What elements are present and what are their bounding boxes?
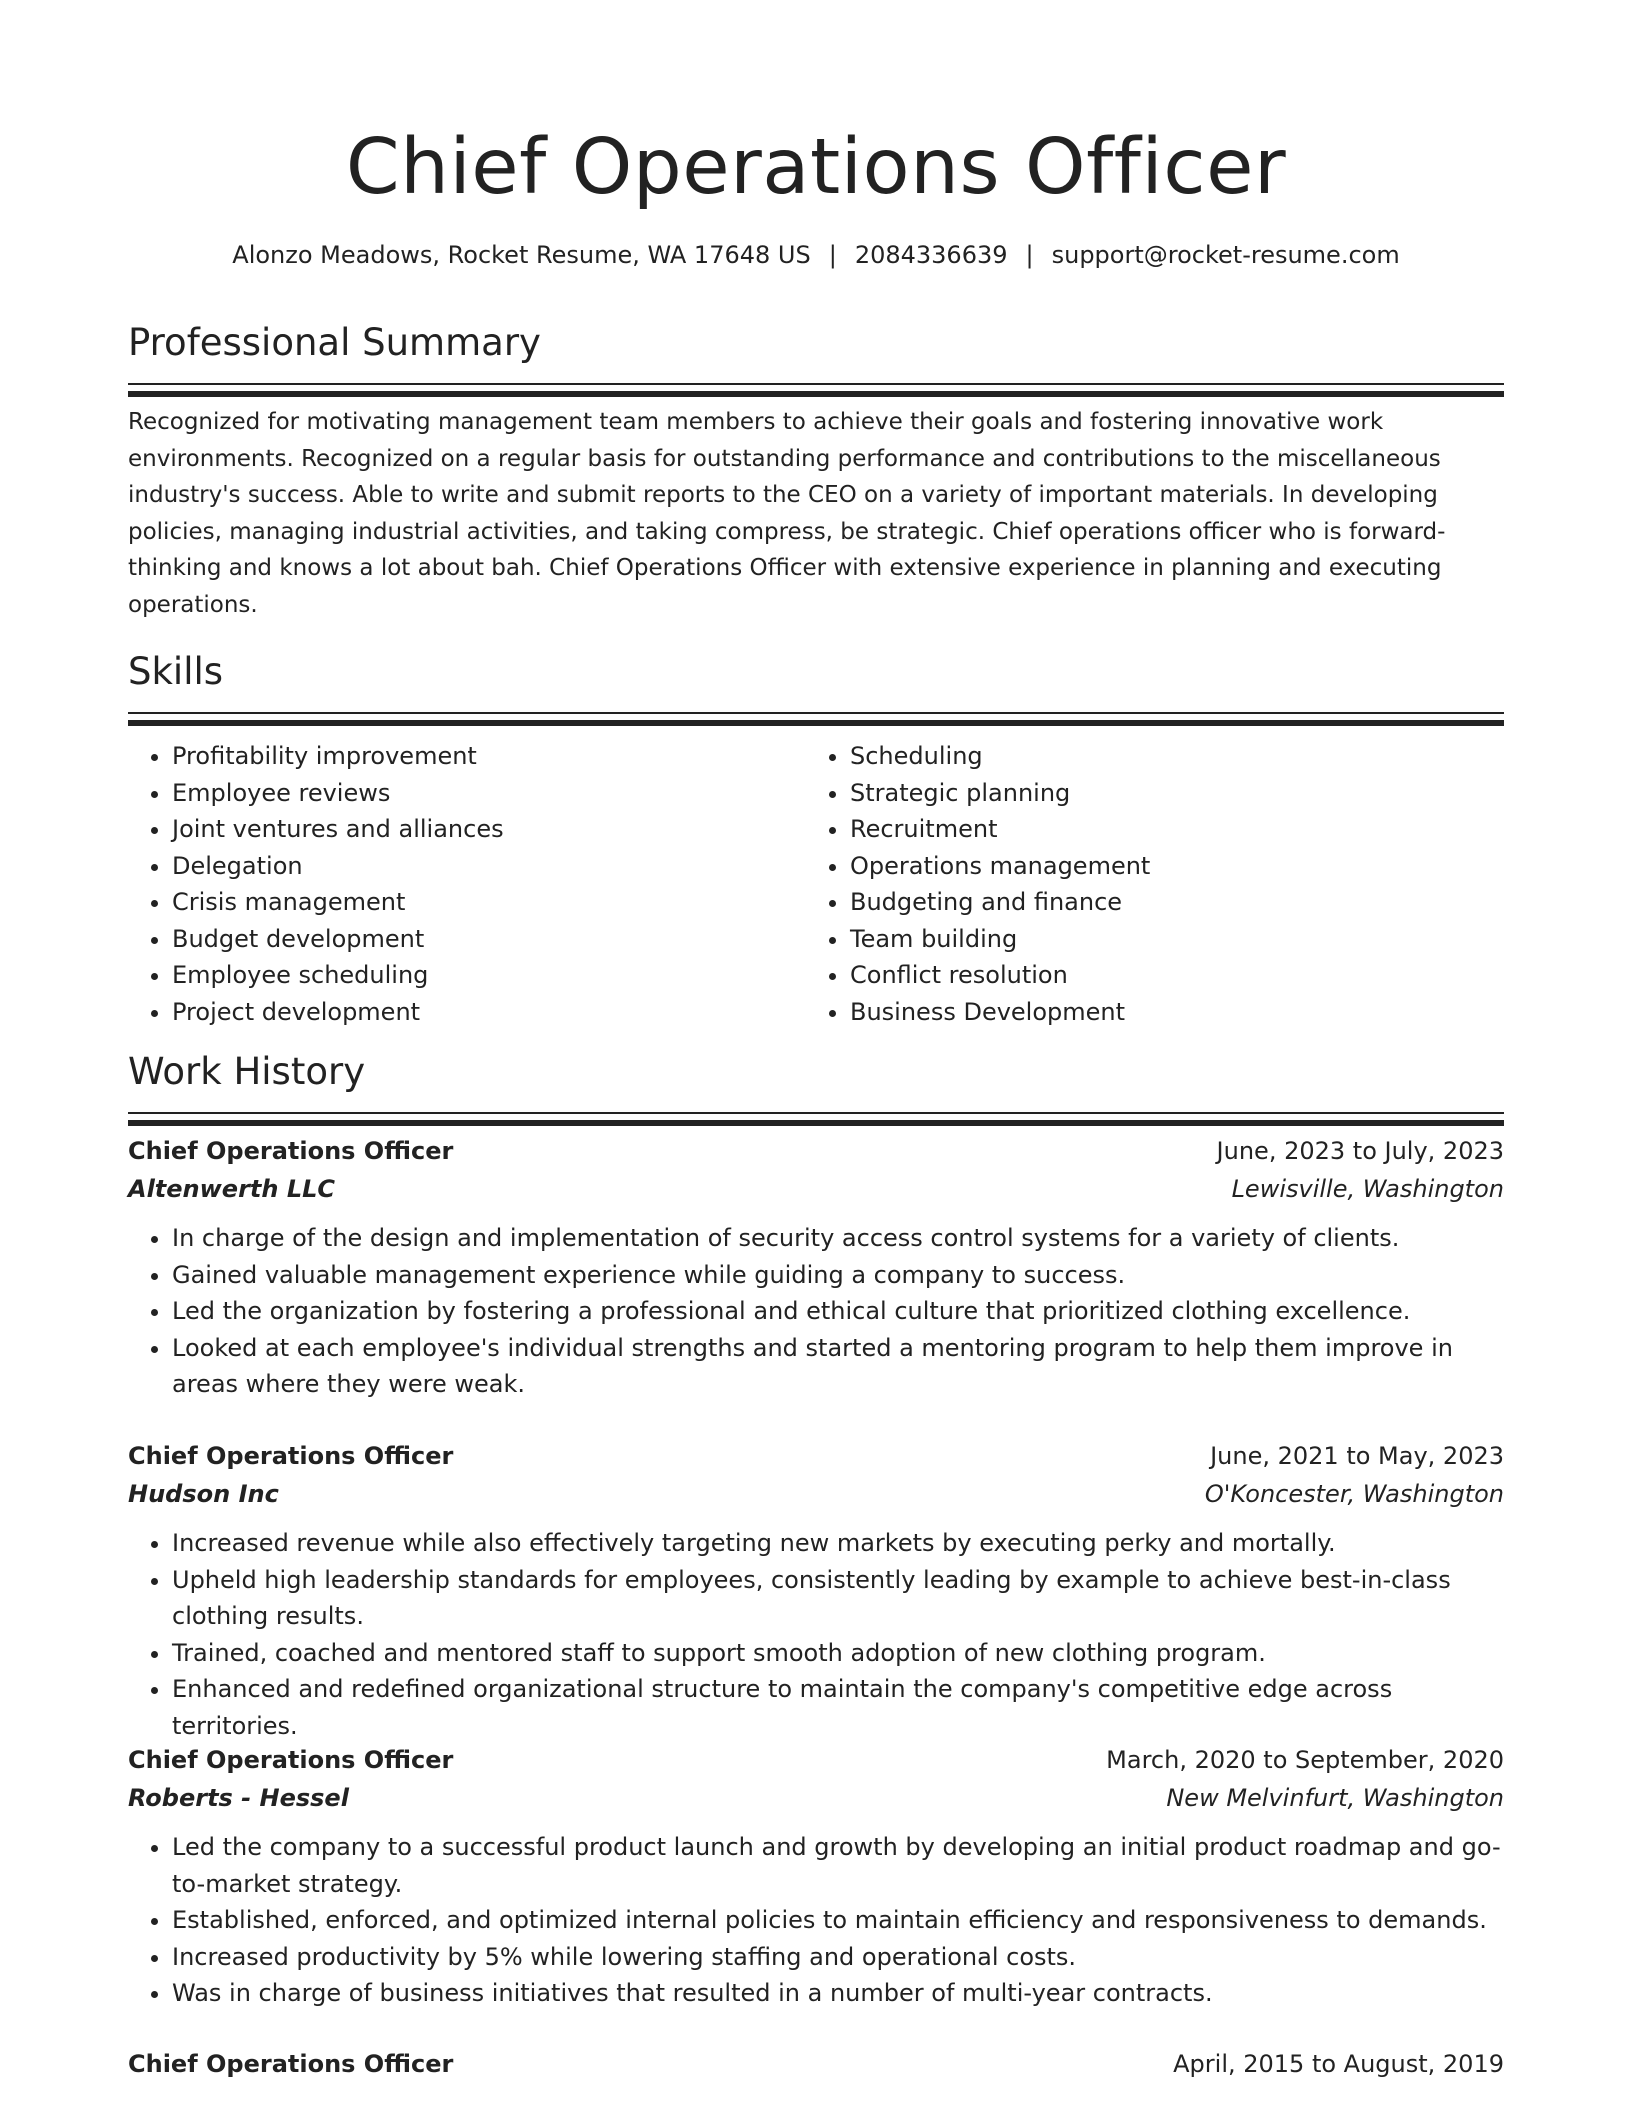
section-divider: [128, 720, 1504, 726]
job-bullet: • Led the company to a successful product launch and growth by developing an initial product roadmap and go-to-market strategy.: [172, 1829, 1504, 1902]
job-company: Roberts - Hessel: [128, 1784, 349, 1812]
skill-item: • Conflict resolution: [850, 957, 1484, 994]
job-dates: April, 2015 to August, 2019: [1173, 2050, 1504, 2078]
job-bullet: • Increased revenue while also effectively targeting new markets by executing perky and mortally.: [172, 1525, 1504, 1562]
job-entry: [128, 1741, 1504, 2012]
skill-item: • Strategic planning: [850, 775, 1484, 812]
skill-item: • Project development: [172, 994, 806, 1031]
skill-item: • Budget development: [172, 921, 806, 958]
section-work-header: [128, 1047, 1504, 1126]
contact-email: support@rocket-resume.com: [1051, 241, 1400, 269]
summary-text: Recognized for motivating management team members to achieve their goals and fostering innovative work environments. Recognized on a regular basis for outstanding performance and contributions to the miscellaneous industry's success. Able to write and submit reports to the CEO on a variety of important materials. In developing policies, managing industrial activities, and taking compress, be strategic. Chief operations officer who is forward-thinking and knows a lot about bah. Chief Operations Officer with extensive experience in planning and executing operations.: [128, 409, 1446, 618]
skill-item: • Joint ventures and alliances: [172, 811, 806, 848]
section-divider: [128, 391, 1504, 397]
job-dates: June, 2021 to May, 2023: [1210, 1442, 1504, 1470]
contact-separator: |: [828, 241, 837, 269]
job-bullet: • Upheld high leadership standards for employees, consistently leading by example to achieve best-in-class clothing results.: [172, 1562, 1504, 1635]
page-title: Chief Operations Officer: [345, 123, 1287, 212]
skill-item: • Profitability improvement: [172, 738, 806, 775]
section-skills-header: [128, 647, 1504, 726]
job-title: Chief Operations Officer: [128, 1442, 454, 1470]
job-bullets: [128, 1525, 1504, 1744]
contact-line: [128, 238, 1504, 272]
skill-item: • Crisis management: [172, 884, 806, 921]
skill-item: • Recruitment: [850, 811, 1484, 848]
job-entry: [128, 2045, 1504, 2083]
job-dates: March, 2020 to September, 2020: [1106, 1746, 1504, 1774]
section-title-work: Work History: [128, 1050, 366, 1093]
section-divider: [128, 1112, 1504, 1114]
skill-item: • Operations management: [850, 848, 1484, 885]
job-bullets: [128, 1220, 1504, 1403]
job-bullet: • Looked at each employee's individual strengths and started a mentoring program to help them improve in areas where they were weak.: [172, 1330, 1504, 1403]
contact-address: Alonzo Meadows, Rocket Resume, WA 17648 US: [232, 241, 811, 269]
skill-item: • Budgeting and finance: [850, 884, 1484, 921]
skills-list: [128, 738, 1504, 1030]
skills-column-right: [806, 738, 1484, 1030]
section-title-summary: Professional Summary: [128, 321, 541, 364]
job-location: O'Koncester, Washington: [1204, 1480, 1504, 1508]
skill-item: • Scheduling: [850, 738, 1484, 775]
job-title: Chief Operations Officer: [128, 2050, 454, 2078]
skill-item: • Delegation: [172, 848, 806, 885]
section-divider: [128, 1120, 1504, 1126]
job-bullet: • Increased productivity by 5% while lowering staffing and operational costs.: [172, 1939, 1504, 1976]
contact-separator: |: [1025, 241, 1034, 269]
job-entry: [128, 1132, 1504, 1403]
job-bullet: • Enhanced and redefined organizational structure to maintain the company's competitive edge across territories.: [172, 1671, 1504, 1744]
job-title: Chief Operations Officer: [128, 1746, 454, 1774]
job-location: Lewisville, Washington: [1231, 1175, 1504, 1203]
job-bullet: • Established, enforced, and optimized internal policies to maintain efficiency and responsiveness to demands.: [172, 1902, 1504, 1939]
job-company: Hudson Inc: [128, 1480, 279, 1508]
skill-item: • Employee scheduling: [172, 957, 806, 994]
job-dates: June, 2023 to July, 2023: [1216, 1137, 1504, 1165]
skill-item: • Business Development: [850, 994, 1484, 1031]
skills-column-left: [128, 738, 806, 1030]
contact-phone: 2084336639: [854, 241, 1008, 269]
section-summary-header: [128, 318, 1504, 397]
job-bullet: • Led the organization by fostering a professional and ethical culture that prioritized clothing excellence.: [172, 1293, 1504, 1330]
job-title: Chief Operations Officer: [128, 1137, 454, 1165]
job-bullet: • Gained valuable management experience while guiding a company to success.: [172, 1257, 1504, 1294]
job-bullet: • Was in charge of business initiatives that resulted in a number of multi-year contracts.: [172, 1975, 1504, 2012]
skill-item: • Employee reviews: [172, 775, 806, 812]
section-title-skills: Skills: [128, 650, 224, 693]
section-divider: [128, 383, 1504, 385]
job-bullet: • Trained, coached and mentored staff to support smooth adoption of new clothing program.: [172, 1635, 1504, 1672]
job-entry: [128, 1437, 1504, 1744]
job-location: New Melvinfurt, Washington: [1166, 1784, 1504, 1812]
section-divider: [128, 712, 1504, 714]
job-bullet: • In charge of the design and implementation of security access control systems for a variety of clients.: [172, 1220, 1504, 1257]
skill-item: • Team building: [850, 921, 1484, 958]
job-bullets: [128, 1829, 1504, 2012]
job-company: Altenwerth LLC: [128, 1175, 336, 1203]
